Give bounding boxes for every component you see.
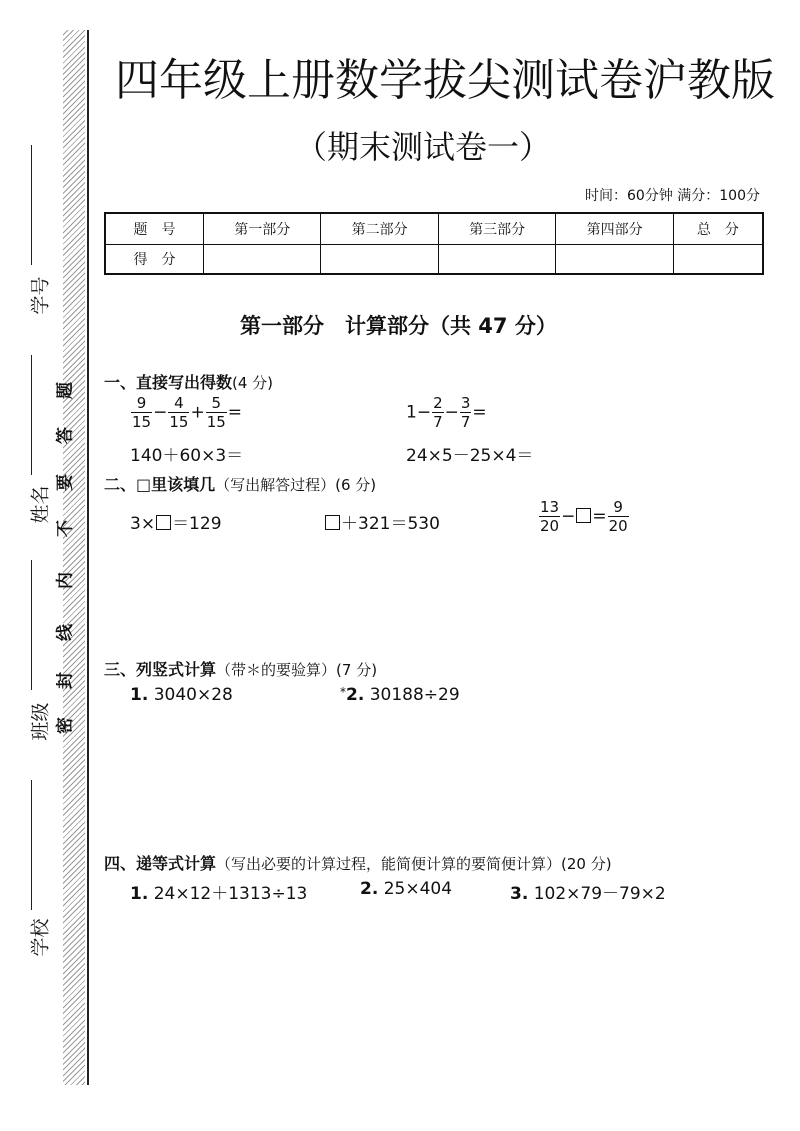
row-label: 得 分 bbox=[105, 244, 204, 274]
section-title bbox=[104, 472, 376, 495]
question-1d: 24×5－25×4＝ bbox=[406, 446, 534, 466]
name-label: 姓名 bbox=[29, 485, 52, 524]
question-1b: 1− $\frac{2}{7}$ − $\frac{3}{7}$ = bbox=[406, 394, 487, 431]
column-header: 总 分 bbox=[673, 213, 763, 244]
binding-hatch bbox=[63, 30, 85, 1085]
question-4b: 2. 25×404 bbox=[360, 879, 453, 899]
score-cell[interactable] bbox=[673, 244, 763, 274]
class-label: 班级 bbox=[29, 702, 52, 741]
section-score: (20 分) bbox=[561, 855, 612, 873]
part-title: 第一部分 计算部分（共 47 分） bbox=[240, 314, 557, 338]
row-label: 题 号 bbox=[105, 213, 204, 244]
score-table bbox=[104, 212, 764, 275]
question-2a: 3× ＝129 bbox=[130, 514, 222, 534]
seal-char: 不 bbox=[55, 520, 76, 537]
seal-char: 线 bbox=[55, 624, 76, 641]
score-cell[interactable] bbox=[556, 244, 673, 274]
seal-char: 题 bbox=[55, 382, 76, 399]
score-cell[interactable] bbox=[321, 244, 438, 274]
xuehao-label: 学号 bbox=[29, 276, 52, 315]
seal-char: 密 bbox=[55, 717, 76, 734]
fraction: $\frac{5}{15}$ bbox=[206, 394, 226, 431]
fraction: $\frac{9}{15}$ bbox=[132, 394, 152, 431]
column-header: 第一部分 bbox=[204, 213, 321, 244]
score-cell[interactable] bbox=[438, 244, 555, 274]
section-note: （写出解答过程） bbox=[215, 476, 336, 494]
question-4c: 3. 102×79－79×2 bbox=[510, 884, 666, 904]
page-subtitle: （期末测试卷一） bbox=[295, 128, 552, 166]
school-label: 学校 bbox=[29, 918, 52, 957]
question-3a: 1. 3040×28 bbox=[130, 685, 233, 705]
question-1c: 140＋60×3＝ bbox=[130, 446, 244, 466]
column-header: 第四部分 bbox=[556, 213, 673, 244]
answer-box bbox=[156, 515, 171, 530]
section-score: (4 分) bbox=[232, 374, 274, 392]
section-heading: 四、递等式计算 bbox=[104, 854, 217, 873]
section-title bbox=[104, 370, 273, 393]
section-note: （写出必要的计算过程，能简便计算的要简便计算） bbox=[216, 855, 562, 873]
column-header: 第二部分 bbox=[321, 213, 438, 244]
page-title: 四年级上册数学拔尖测试卷沪教版 bbox=[115, 55, 775, 106]
section-heading: 二、□里该填几 bbox=[104, 475, 216, 494]
seal-char: 内 bbox=[55, 572, 76, 589]
time-info: 时间：60分钟 满分：100分 bbox=[585, 188, 760, 204]
school-line bbox=[31, 780, 32, 910]
question-3b: *2. 30188÷29 bbox=[340, 685, 460, 705]
answer-box bbox=[576, 508, 591, 523]
xuehao-line bbox=[31, 145, 32, 265]
question-2b: ＋321＝530 bbox=[324, 509, 440, 534]
section-score: (7 分) bbox=[336, 661, 378, 679]
section-note: （带＊的要验算） bbox=[216, 661, 337, 679]
section-title bbox=[104, 657, 377, 680]
seal-char: 要 bbox=[55, 474, 76, 491]
fraction: $\frac{3}{7}$ bbox=[460, 394, 471, 431]
section-score: (6 分) bbox=[335, 476, 377, 494]
fraction: $\frac{9}{20}$ bbox=[608, 498, 628, 535]
section-title bbox=[104, 851, 612, 874]
fraction: $\frac{2}{7}$ bbox=[433, 394, 443, 431]
column-header: 第三部分 bbox=[438, 213, 555, 244]
section-heading: 三、列竖式计算 bbox=[104, 660, 217, 679]
binding-line bbox=[87, 30, 89, 1085]
question-4a: 1. 24×12＋1313÷13 bbox=[130, 884, 308, 904]
question-1a: $\frac{9}{15}$ − $\frac{4}{15}$ + $\frac{5}{15}$ = bbox=[132, 394, 243, 431]
name-line bbox=[31, 355, 32, 475]
class-line bbox=[31, 560, 32, 690]
fraction: $\frac{13}{20}$ bbox=[540, 498, 560, 535]
seal-char: 答 bbox=[55, 427, 76, 444]
score-cell[interactable] bbox=[204, 244, 321, 274]
seal-char: 封 bbox=[55, 672, 76, 689]
question-2c: $\frac{13}{20}$ − = $\frac{9}{20}$ bbox=[540, 498, 628, 535]
answer-box bbox=[325, 515, 340, 530]
fraction: $\frac{4}{15}$ bbox=[169, 394, 189, 431]
section-heading: 一、直接写出得数 bbox=[104, 373, 233, 392]
